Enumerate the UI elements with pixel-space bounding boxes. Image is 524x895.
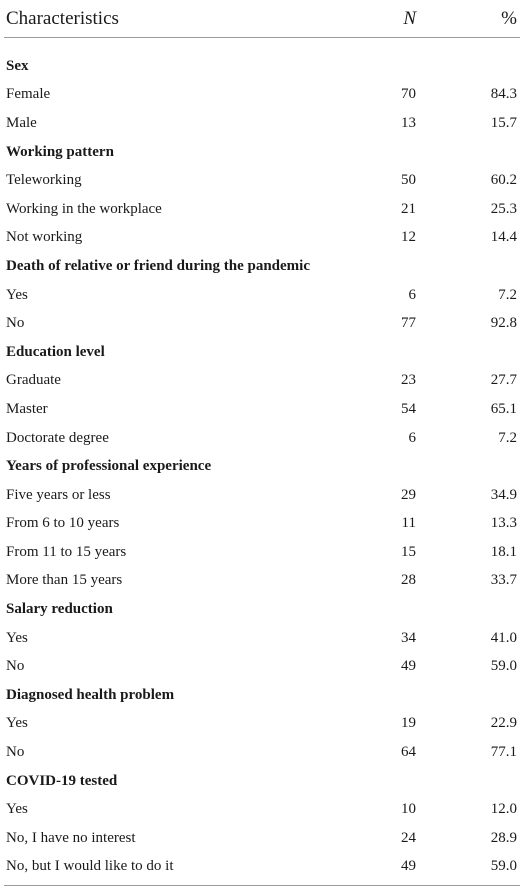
- row-n-value: 21: [401, 200, 416, 217]
- row-percent-value: 22.9: [490, 715, 517, 732]
- row-percent-value: 27.7: [490, 372, 517, 389]
- table-row: [4, 424, 520, 453]
- table-row: [4, 281, 520, 310]
- spacer-row: [4, 38, 520, 53]
- row-n-value: 50: [401, 172, 416, 189]
- table-row: [4, 824, 520, 853]
- row-label: Five years or less: [6, 486, 111, 503]
- table-row: [4, 710, 520, 739]
- row-label: Yes: [6, 629, 28, 646]
- header-row: [4, 0, 520, 38]
- row-n-value: 54: [401, 400, 416, 417]
- row-n-value: 6: [408, 286, 416, 303]
- row-percent-value: 7.2: [498, 286, 517, 303]
- row-n-value: 24: [401, 829, 416, 846]
- table-row: [4, 510, 520, 539]
- row-percent-value: 7.2: [498, 429, 517, 446]
- row-label: Teleworking: [6, 172, 82, 189]
- row-percent-value: 84.3: [490, 86, 517, 103]
- section-header-row: [4, 767, 520, 796]
- row-n-value: 64: [401, 744, 416, 761]
- section-label: Salary reduction: [6, 601, 113, 618]
- row-label: Working in the workplace: [6, 200, 162, 217]
- section-label: Working pattern: [6, 143, 114, 160]
- row-percent-value: 25.3: [490, 200, 517, 217]
- row-n-value: 11: [401, 515, 416, 532]
- row-percent-value: 65.1: [490, 400, 517, 417]
- table-row: [4, 652, 520, 681]
- table-row: [4, 738, 520, 767]
- row-percent-value: 14.4: [490, 229, 517, 246]
- table-row: [4, 195, 520, 224]
- header-characteristics: Characteristics: [6, 7, 119, 29]
- table-row: [4, 109, 520, 138]
- row-percent-value: 59.0: [490, 858, 517, 875]
- row-percent-value: 33.7: [490, 572, 517, 589]
- row-n-value: 10: [401, 801, 416, 818]
- section-label: Years of professional experience: [6, 458, 212, 475]
- row-percent-value: 77.1: [490, 744, 517, 761]
- section-header-row: [4, 595, 520, 624]
- table-row: [4, 395, 520, 424]
- row-percent-value: 92.8: [490, 315, 517, 332]
- row-percent-value: 41.0: [490, 629, 517, 646]
- row-n-value: 34: [401, 629, 416, 646]
- section-label: Sex: [6, 57, 29, 74]
- row-label: No, but I would like to do it: [6, 858, 174, 875]
- row-n-value: 13: [401, 114, 416, 131]
- table-body: [4, 38, 520, 882]
- row-label: Male: [6, 114, 37, 131]
- section-label: COVID-19 tested: [6, 772, 118, 789]
- row-label: Yes: [6, 801, 28, 818]
- table-row: [4, 567, 520, 596]
- row-label: From 11 to 15 years: [6, 543, 127, 560]
- row-n-value: 28: [401, 572, 416, 589]
- row-n-value: 6: [408, 429, 416, 446]
- row-n-value: 77: [401, 315, 416, 332]
- table-header: [4, 0, 520, 38]
- bottom-rule: [4, 885, 520, 886]
- row-n-value: 23: [401, 372, 416, 389]
- row-n-value: 49: [401, 858, 416, 875]
- row-label: No: [6, 315, 25, 332]
- row-label: Female: [6, 86, 51, 103]
- row-label: More than 15 years: [6, 572, 123, 589]
- header-percent: %: [501, 7, 517, 29]
- section-header-row: [4, 681, 520, 710]
- row-percent-value: 60.2: [490, 172, 517, 189]
- characteristics-table: [4, 0, 520, 881]
- row-n-value: 29: [401, 486, 416, 503]
- row-n-value: 15: [401, 543, 416, 560]
- section-label: Education level: [6, 343, 105, 360]
- row-label: Yes: [6, 715, 28, 732]
- row-label: No: [6, 658, 25, 675]
- row-label: Master: [6, 400, 48, 417]
- row-percent-value: 28.9: [490, 829, 517, 846]
- table-row: [4, 853, 520, 882]
- table-row: [4, 81, 520, 110]
- table-row: [4, 481, 520, 510]
- table-row: [4, 367, 520, 396]
- row-n-value: 70: [401, 86, 416, 103]
- row-label: No: [6, 744, 25, 761]
- table-row: [4, 224, 520, 253]
- row-percent-value: 34.9: [490, 486, 517, 503]
- section-label: Diagnosed health problem: [6, 686, 175, 703]
- section-header-row: [4, 138, 520, 167]
- row-label: Not working: [6, 229, 83, 246]
- table-row: [4, 166, 520, 195]
- row-percent-value: 12.0: [490, 801, 517, 818]
- row-percent-value: 13.3: [490, 515, 517, 532]
- table-row: [4, 309, 520, 338]
- row-label: From 6 to 10 years: [6, 515, 120, 532]
- section-header-row: [4, 452, 520, 481]
- header-n: N: [403, 7, 416, 29]
- row-label: Doctorate degree: [6, 429, 109, 446]
- row-label: No, I have no interest: [6, 829, 136, 846]
- section-header-row: [4, 338, 520, 367]
- table-row: [4, 624, 520, 653]
- row-label: Graduate: [6, 372, 61, 389]
- section-label: Death of relative or friend during the pandemic: [6, 257, 311, 274]
- row-n-value: 49: [401, 658, 416, 675]
- row-percent-value: 59.0: [490, 658, 517, 675]
- table-row: [4, 795, 520, 824]
- table-row: [4, 538, 520, 567]
- row-percent-value: 18.1: [490, 543, 517, 560]
- row-percent-value: 15.7: [490, 114, 517, 131]
- section-header-row: [4, 52, 520, 81]
- section-header-row: [4, 252, 520, 281]
- row-n-value: 12: [401, 229, 416, 246]
- row-label: Yes: [6, 286, 28, 303]
- row-n-value: 19: [401, 715, 416, 732]
